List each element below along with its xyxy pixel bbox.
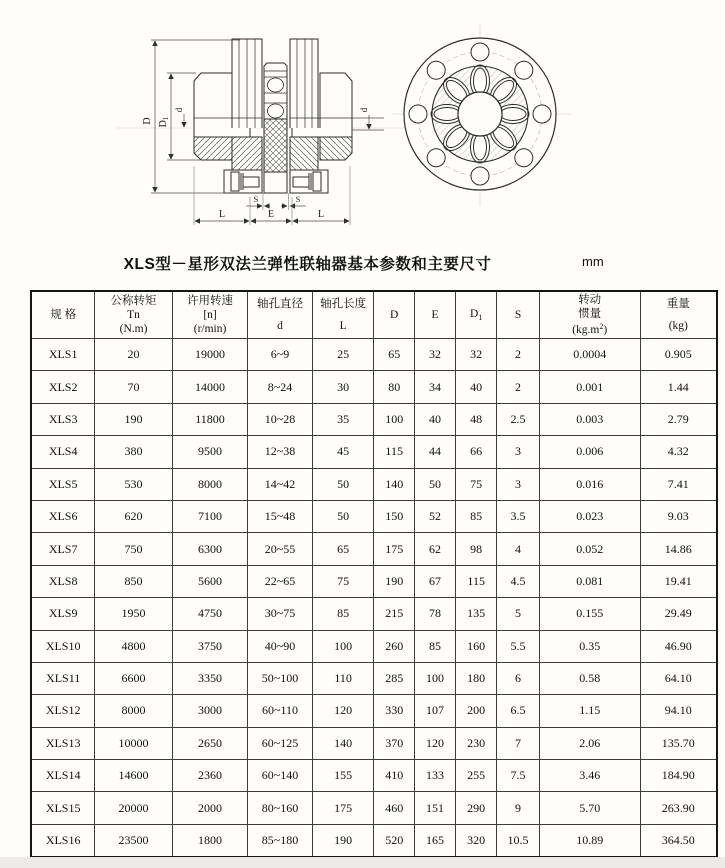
header-spec: 规 格 <box>31 291 95 339</box>
value-cell: 7.5 <box>497 760 540 792</box>
spec-cell: XLS1 <box>31 339 95 371</box>
center-bore-circle <box>458 92 502 136</box>
value-cell: 8~24 <box>248 371 312 403</box>
value-cell: 320 <box>456 824 497 857</box>
value-cell: 3350 <box>172 662 247 694</box>
value-cell: 5600 <box>172 565 247 597</box>
value-cell: 190 <box>95 403 173 435</box>
spec-cell: XLS10 <box>31 630 95 662</box>
value-cell: 10000 <box>95 727 173 759</box>
value-cell: 94.10 <box>640 695 717 727</box>
value-cell: 110 <box>312 662 374 694</box>
dimension-label-L-left: L <box>218 209 226 220</box>
value-cell: 65 <box>374 339 414 371</box>
value-cell: 50 <box>312 500 374 532</box>
value-cell: 46.90 <box>640 630 717 662</box>
value-cell: 0.006 <box>539 436 640 468</box>
value-cell: 14600 <box>95 760 173 792</box>
spec-cell: XLS11 <box>31 662 95 694</box>
value-cell: 190 <box>312 824 374 857</box>
value-cell: 2 <box>497 371 540 403</box>
title-row <box>0 252 725 278</box>
value-cell: 60~125 <box>248 727 312 759</box>
value-cell: 370 <box>374 727 414 759</box>
table-row <box>31 792 717 824</box>
value-cell: 15~48 <box>248 500 312 532</box>
value-cell: 7.41 <box>640 468 717 500</box>
value-cell: 175 <box>312 792 374 824</box>
value-cell: 19.41 <box>640 565 717 597</box>
spec-cell: XLS16 <box>31 824 95 857</box>
value-cell: 2.5 <box>497 403 540 435</box>
value-cell: 0.001 <box>539 371 640 403</box>
value-cell: 29.49 <box>640 598 717 630</box>
value-cell: 64.10 <box>640 662 717 694</box>
value-cell: 155 <box>312 760 374 792</box>
value-cell: 140 <box>374 468 414 500</box>
value-cell: 5 <box>497 598 540 630</box>
dimension-label-d-left: d <box>174 107 184 113</box>
value-cell: 0.081 <box>539 565 640 597</box>
table-row <box>31 500 717 532</box>
value-cell: 380 <box>95 436 173 468</box>
value-cell: 32 <box>414 339 455 371</box>
value-cell: 180 <box>456 662 497 694</box>
value-cell: 165 <box>414 824 455 857</box>
value-cell: 0.016 <box>539 468 640 500</box>
value-cell: 19000 <box>172 339 247 371</box>
value-cell: 44 <box>414 436 455 468</box>
page-title: XLS型－星形双法兰弹性联轴器基本参数和主要尺寸 <box>123 256 492 273</box>
spec-cell: XLS6 <box>31 500 95 532</box>
dimension-label-S-left: S <box>253 194 259 204</box>
value-cell: 3750 <box>172 630 247 662</box>
header-S: S <box>497 291 540 339</box>
value-cell: 85 <box>456 500 497 532</box>
table-row <box>31 436 717 468</box>
front-view <box>392 24 572 206</box>
value-cell: 60~110 <box>248 695 312 727</box>
header-bore-length: 轴孔长度 L <box>312 291 374 339</box>
table-row <box>31 824 717 857</box>
value-cell: 2.06 <box>539 727 640 759</box>
header-inertia: 转动 惯量 $(kg.m^2)$ <box>539 291 640 339</box>
value-cell: 460 <box>374 792 414 824</box>
flange-bolt-left <box>224 170 262 193</box>
value-cell: 20~55 <box>248 533 312 565</box>
table-row <box>31 468 717 500</box>
value-cell: 151 <box>414 792 455 824</box>
value-cell: 6~9 <box>248 339 312 371</box>
value-cell: 6300 <box>172 533 247 565</box>
value-cell: 115 <box>374 436 414 468</box>
spec-cell: XLS3 <box>31 403 95 435</box>
value-cell: 7 <box>497 727 540 759</box>
value-cell: 85 <box>312 598 374 630</box>
value-cell: 135 <box>456 598 497 630</box>
value-cell: 1.44 <box>640 371 717 403</box>
value-cell: 2 <box>497 339 540 371</box>
spec-cell: XLS2 <box>31 371 95 403</box>
table-row <box>31 403 717 435</box>
value-cell: 70 <box>95 371 173 403</box>
value-cell: 120 <box>414 727 455 759</box>
value-cell: 190 <box>374 565 414 597</box>
value-cell: 135.70 <box>640 727 717 759</box>
value-cell: 2000 <box>172 792 247 824</box>
value-cell: 6.5 <box>497 695 540 727</box>
value-cell: 160 <box>456 630 497 662</box>
value-cell: 4.32 <box>640 436 717 468</box>
value-cell: 107 <box>414 695 455 727</box>
dimension-label-D1: $D_1$ <box>158 116 170 128</box>
value-cell: 78 <box>414 598 455 630</box>
value-cell: 100 <box>374 403 414 435</box>
value-cell: 10.5 <box>497 824 540 857</box>
value-cell: 0.023 <box>539 500 640 532</box>
value-cell: 0.0004 <box>539 339 640 371</box>
header-D: D <box>374 291 414 339</box>
flange-bolt-right <box>290 170 328 193</box>
value-cell: 3 <box>497 436 540 468</box>
value-cell: 9500 <box>172 436 247 468</box>
header-speed: 许用转速 [n] (r/min) <box>172 291 247 339</box>
value-cell: 184.90 <box>640 760 717 792</box>
value-cell: 290 <box>456 792 497 824</box>
value-cell: 620 <box>95 500 173 532</box>
value-cell: 85 <box>414 630 455 662</box>
value-cell: 62 <box>414 533 455 565</box>
value-cell: 8000 <box>172 468 247 500</box>
value-cell: 30~75 <box>248 598 312 630</box>
value-cell: 22~65 <box>248 565 312 597</box>
value-cell: 67 <box>414 565 455 597</box>
unit-label: mm <box>582 254 604 269</box>
coupling-drawing-svg <box>0 0 725 250</box>
spec-cell: XLS4 <box>31 436 95 468</box>
value-cell: 4.5 <box>497 565 540 597</box>
value-cell: 12~38 <box>248 436 312 468</box>
value-cell: 410 <box>374 760 414 792</box>
value-cell: 1950 <box>95 598 173 630</box>
table-row <box>31 760 717 792</box>
value-cell: 80~160 <box>248 792 312 824</box>
center-column-foot <box>264 172 287 193</box>
value-cell: 85~180 <box>248 824 312 857</box>
value-cell: 75 <box>456 468 497 500</box>
spec-cell: XLS13 <box>31 727 95 759</box>
table-row <box>31 371 717 403</box>
value-cell: 11800 <box>172 403 247 435</box>
table-row <box>31 695 717 727</box>
table-row <box>31 565 717 597</box>
value-cell: 7100 <box>172 500 247 532</box>
value-cell: 850 <box>95 565 173 597</box>
dimension-label-L-right: L <box>317 209 325 220</box>
value-cell: 0.35 <box>539 630 640 662</box>
value-cell: 20 <box>95 339 173 371</box>
value-cell: 8000 <box>95 695 173 727</box>
value-cell: 120 <box>312 695 374 727</box>
value-cell: 9 <box>497 792 540 824</box>
value-cell: 260 <box>374 630 414 662</box>
value-cell: 60~140 <box>248 760 312 792</box>
value-cell: 40 <box>456 371 497 403</box>
header-weight: 重量 (kg) <box>640 291 717 339</box>
value-cell: 4 <box>497 533 540 565</box>
value-cell: 0.052 <box>539 533 640 565</box>
value-cell: 1800 <box>172 824 247 857</box>
value-cell: 25 <box>312 339 374 371</box>
value-cell: 0.905 <box>640 339 717 371</box>
spec-table <box>30 290 718 858</box>
table-body <box>31 339 717 858</box>
value-cell: 14.86 <box>640 533 717 565</box>
dimension-label-S-right: S <box>295 194 301 204</box>
value-cell: 66 <box>456 436 497 468</box>
spec-cell: XLS7 <box>31 533 95 565</box>
spec-cell: XLS15 <box>31 792 95 824</box>
value-cell: 263.90 <box>640 792 717 824</box>
value-cell: 330 <box>374 695 414 727</box>
value-cell: 3000 <box>172 695 247 727</box>
value-cell: 215 <box>374 598 414 630</box>
value-cell: 150 <box>374 500 414 532</box>
value-cell: 3 <box>497 468 540 500</box>
value-cell: 200 <box>456 695 497 727</box>
spec-cell: XLS5 <box>31 468 95 500</box>
value-cell: 100 <box>312 630 374 662</box>
value-cell: 230 <box>456 727 497 759</box>
value-cell: 6600 <box>95 662 173 694</box>
spec-cell: XLS12 <box>31 695 95 727</box>
table-row <box>31 727 717 759</box>
spec-cell: XLS8 <box>31 565 95 597</box>
value-cell: 0.003 <box>539 403 640 435</box>
table-row <box>31 533 717 565</box>
value-cell: 364.50 <box>640 824 717 857</box>
value-cell: 115 <box>456 565 497 597</box>
spec-cell: XLS14 <box>31 760 95 792</box>
header-E: E <box>414 291 455 339</box>
value-cell: 30 <box>312 371 374 403</box>
value-cell: 10.89 <box>539 824 640 857</box>
value-cell: 50~100 <box>248 662 312 694</box>
value-cell: 4750 <box>172 598 247 630</box>
value-cell: 1.15 <box>539 695 640 727</box>
value-cell: 80 <box>374 371 414 403</box>
value-cell: 14~42 <box>248 468 312 500</box>
value-cell: 65 <box>312 533 374 565</box>
value-cell: 100 <box>414 662 455 694</box>
table-row <box>31 662 717 694</box>
value-cell: 5.5 <box>497 630 540 662</box>
table-header <box>31 291 717 339</box>
value-cell: 35 <box>312 403 374 435</box>
value-cell: 2650 <box>172 727 247 759</box>
value-cell: 0.58 <box>539 662 640 694</box>
dimension-label-d-right: d <box>359 107 369 113</box>
value-cell: 2360 <box>172 760 247 792</box>
value-cell: 520 <box>374 824 414 857</box>
technical-drawing <box>0 0 725 250</box>
value-cell: 2.79 <box>640 403 717 435</box>
value-cell: 133 <box>414 760 455 792</box>
table-row <box>31 339 717 371</box>
value-cell: 48 <box>456 403 497 435</box>
bottom-strip <box>0 857 725 868</box>
value-cell: 3.46 <box>539 760 640 792</box>
value-cell: 0.155 <box>539 598 640 630</box>
table-row <box>31 630 717 662</box>
value-cell: 285 <box>374 662 414 694</box>
section-view <box>116 39 410 225</box>
value-cell: 9.03 <box>640 500 717 532</box>
value-cell: 50 <box>312 468 374 500</box>
value-cell: 255 <box>456 760 497 792</box>
value-cell: 52 <box>414 500 455 532</box>
value-cell: 34 <box>414 371 455 403</box>
value-cell: 32 <box>456 339 497 371</box>
value-cell: 14000 <box>172 371 247 403</box>
header-bore-diameter: 轴孔直径 d <box>248 291 312 339</box>
value-cell: 175 <box>374 533 414 565</box>
header-D1: $D_1$ <box>456 291 497 339</box>
table-row <box>31 598 717 630</box>
value-cell: 4800 <box>95 630 173 662</box>
value-cell: 75 <box>312 565 374 597</box>
value-cell: 40 <box>414 403 455 435</box>
value-cell: 98 <box>456 533 497 565</box>
dimension-label-E: E <box>267 209 275 220</box>
value-cell: 23500 <box>95 824 173 857</box>
header-torque: 公称转矩 Tn (N.m) <box>95 291 173 339</box>
value-cell: 10~28 <box>248 403 312 435</box>
spec-cell: XLS9 <box>31 598 95 630</box>
value-cell: 45 <box>312 436 374 468</box>
dimension-label-D: D <box>142 117 153 125</box>
value-cell: 3.5 <box>497 500 540 532</box>
value-cell: 530 <box>95 468 173 500</box>
value-cell: 50 <box>414 468 455 500</box>
value-cell: 20000 <box>95 792 173 824</box>
value-cell: 140 <box>312 727 374 759</box>
value-cell: 6 <box>497 662 540 694</box>
value-cell: 40~90 <box>248 630 312 662</box>
value-cell: 750 <box>95 533 173 565</box>
value-cell: 5.70 <box>539 792 640 824</box>
